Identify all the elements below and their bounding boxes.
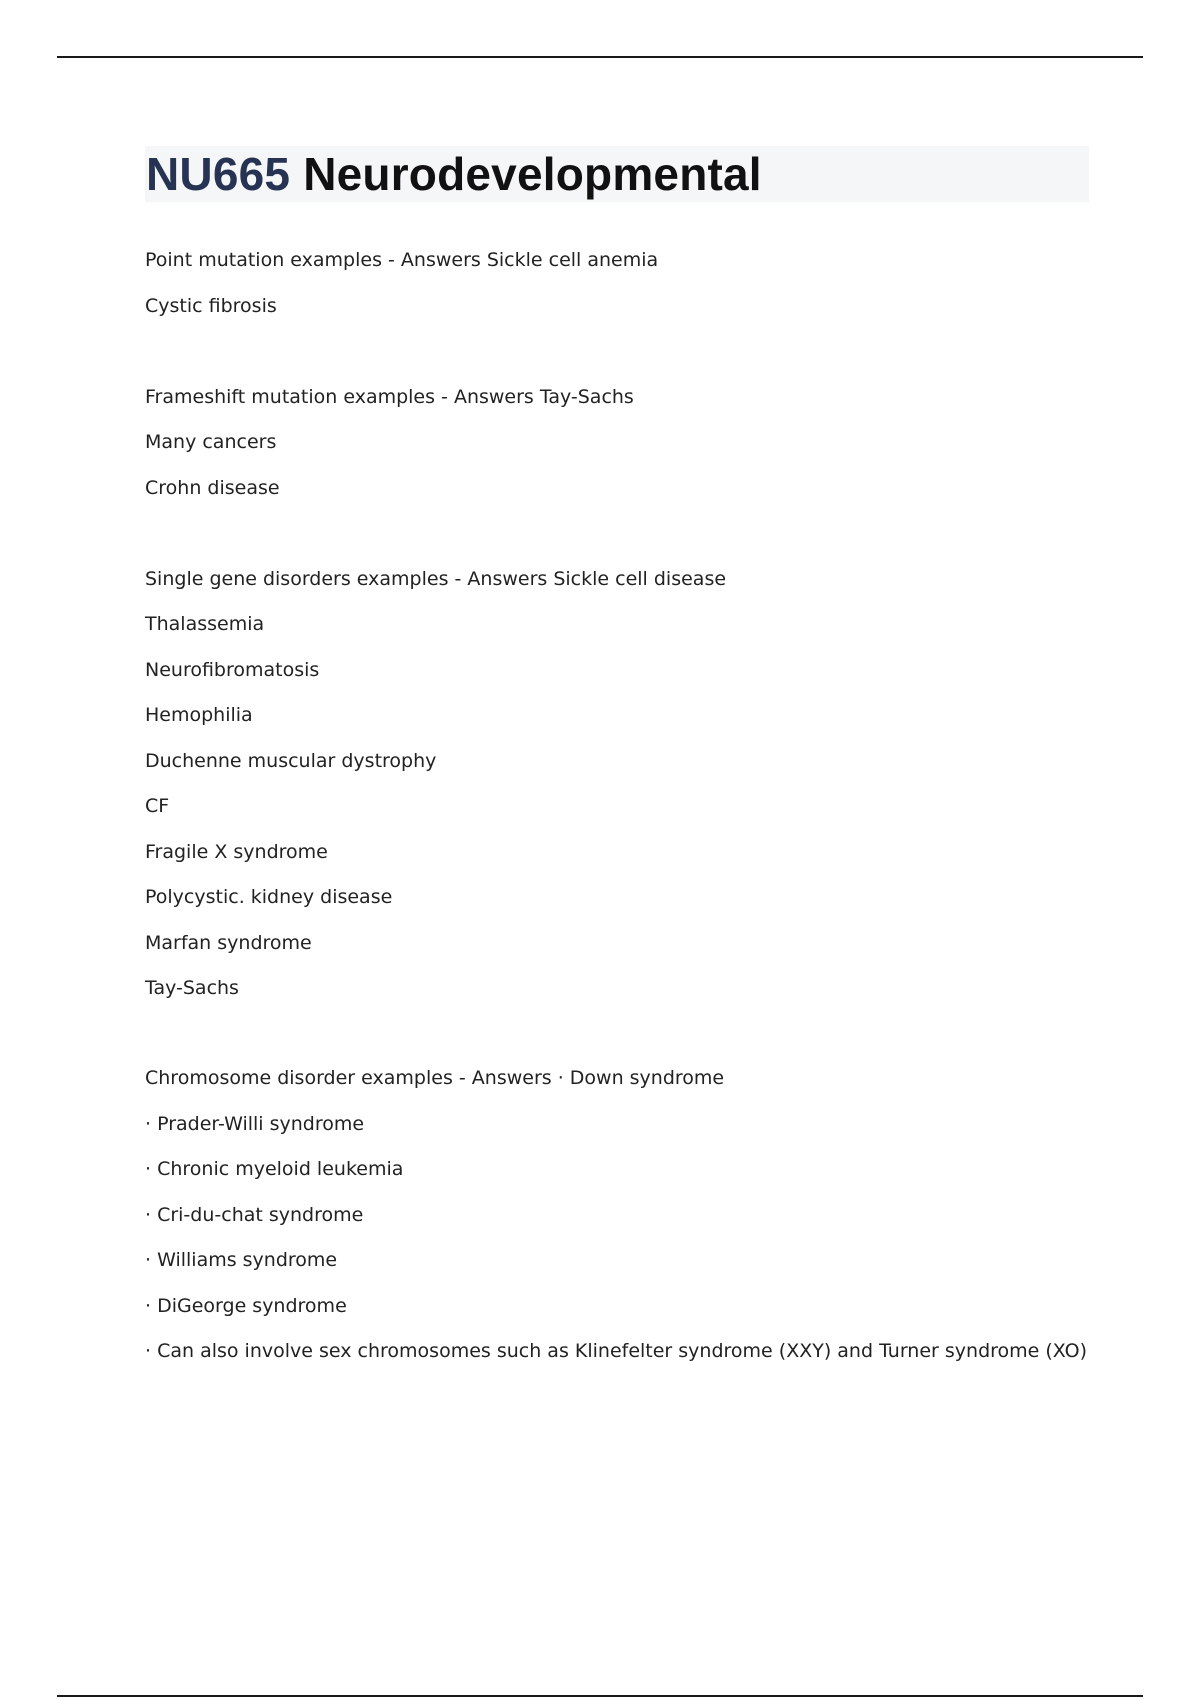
section-heading-line: Frameshift mutation examples - Answers Tay-Sachs bbox=[145, 386, 634, 408]
answer-line: Many cancers bbox=[145, 431, 277, 453]
answer-line: Tay-Sachs bbox=[145, 977, 239, 999]
course-code: NU665 bbox=[146, 148, 291, 200]
answer-line: Crohn disease bbox=[145, 477, 280, 499]
answer-line: Marfan syndrome bbox=[145, 932, 312, 954]
footer-rule bbox=[57, 1695, 1143, 1697]
answer-line: · Can also involve sex chromosomes such as Klinefelter syndrome (XXY) and Turner syndrome (XO) bbox=[145, 1340, 1087, 1362]
answer-line: · DiGeorge syndrome bbox=[145, 1295, 347, 1317]
answer-line: Thalassemia bbox=[145, 613, 265, 635]
answer-line: Duchenne muscular dystrophy bbox=[145, 750, 437, 772]
answer-line: · Chronic myeloid leukemia bbox=[145, 1158, 404, 1180]
answer-line: · Prader-Willi syndrome bbox=[145, 1113, 365, 1135]
page-title bbox=[146, 146, 762, 202]
answer-line: Polycystic. kidney disease bbox=[145, 886, 393, 908]
section-heading-line: Chromosome disorder examples - Answers · Down syndrome bbox=[145, 1067, 725, 1089]
header-rule bbox=[57, 56, 1143, 58]
answer-line: Hemophilia bbox=[145, 704, 253, 726]
answer-line: Fragile X syndrome bbox=[145, 841, 328, 863]
course-name: Neurodevelopmental bbox=[303, 148, 762, 200]
section-heading-line: Single gene disorders examples - Answers Sickle cell disease bbox=[145, 568, 727, 590]
answer-line: · Williams syndrome bbox=[145, 1249, 338, 1271]
section-heading-line: Point mutation examples - Answers Sickle cell anemia bbox=[145, 249, 659, 271]
answer-line: Neurofibromatosis bbox=[145, 659, 320, 681]
answer-line: Cystic fibrosis bbox=[145, 295, 277, 317]
answer-line: · Cri-du-chat syndrome bbox=[145, 1204, 364, 1226]
answer-line: CF bbox=[145, 795, 170, 817]
